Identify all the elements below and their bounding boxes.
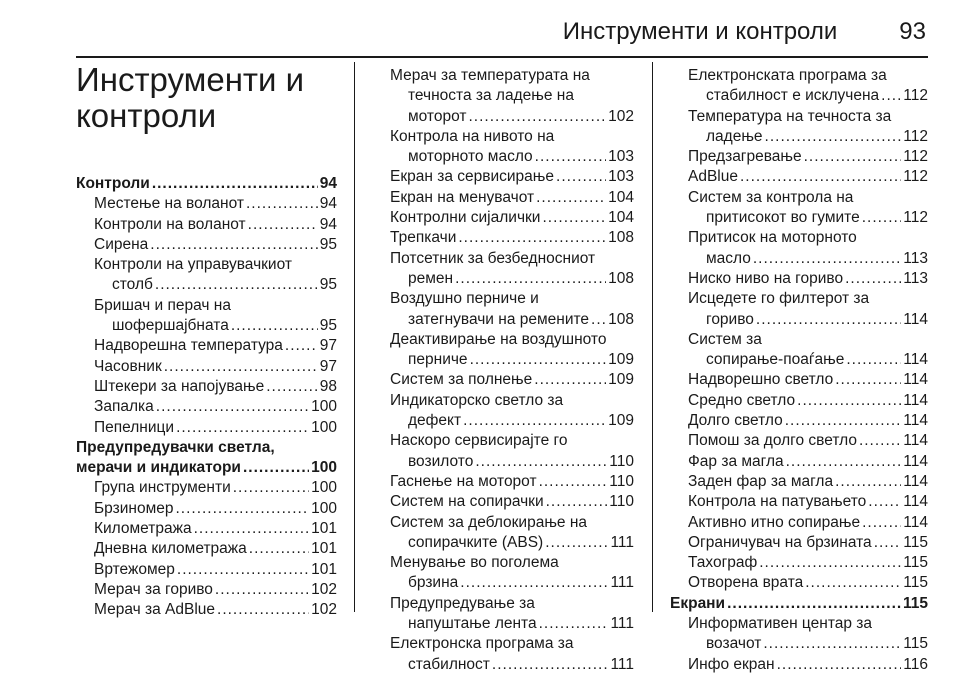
dot-leader bbox=[835, 370, 901, 390]
toc-page-number: 109 bbox=[608, 351, 634, 369]
toc-page-number: 114 bbox=[903, 452, 928, 470]
toc-entry-title: Помош за долго светло bbox=[688, 432, 857, 450]
toc-entry-last-line bbox=[390, 533, 634, 553]
dot-leader bbox=[556, 167, 606, 187]
toc-entry-title-line2: дефект bbox=[408, 412, 462, 430]
toc-page-number: 114 bbox=[903, 412, 928, 430]
toc-entry-title: Ограничувач на брзината bbox=[688, 533, 872, 551]
dot-leader bbox=[805, 573, 901, 593]
dot-leader bbox=[175, 499, 309, 519]
toc-entry-title-line2: сопирање-поаѓање bbox=[706, 351, 845, 369]
toc-entry-title-line1: Притисок на моторното bbox=[688, 229, 857, 247]
toc-page-number: 101 bbox=[311, 560, 337, 578]
toc-entry-title-line1: Мерач за температурата на bbox=[390, 67, 590, 84]
toc-entry-title: Предзагревање bbox=[688, 148, 802, 166]
toc-page-number: 94 bbox=[319, 175, 337, 192]
toc-entry[interactable] bbox=[670, 289, 928, 330]
toc-entry[interactable] bbox=[76, 215, 337, 235]
column-divider-2 bbox=[652, 62, 653, 612]
toc-entry[interactable] bbox=[372, 634, 634, 675]
toc-page-number: 111 bbox=[610, 574, 634, 592]
toc-entry-title-line2: мерачи и индикатори bbox=[76, 459, 241, 477]
header-title: Инструменти и контроли bbox=[562, 18, 838, 45]
toc-entry[interactable] bbox=[76, 397, 337, 417]
toc-entry-title-line1: Предупредување за bbox=[390, 594, 535, 612]
dot-leader bbox=[859, 431, 901, 451]
toc-page-number: 115 bbox=[903, 554, 928, 572]
toc-entry-last-line bbox=[390, 573, 634, 593]
dot-leader bbox=[458, 228, 606, 248]
toc-entry-title-line2: масло bbox=[706, 249, 751, 267]
toc-page-number: 112 bbox=[903, 148, 928, 166]
toc-entry-title-line2: брзина bbox=[408, 574, 459, 592]
toc-entry-title-line2: моторот bbox=[408, 107, 467, 125]
toc-entry[interactable] bbox=[372, 492, 634, 512]
toc-entry[interactable] bbox=[76, 478, 337, 498]
toc-entry[interactable] bbox=[670, 472, 928, 492]
dot-leader bbox=[756, 310, 901, 330]
toc-entry-last-line bbox=[688, 127, 928, 147]
toc-page-number: 101 bbox=[311, 520, 337, 538]
toc-entry-title: Долго светло bbox=[688, 412, 783, 430]
toc-entry-last-line bbox=[94, 316, 337, 336]
toc-entry-title: Систем за полнење bbox=[390, 371, 533, 389]
toc-entry[interactable] bbox=[670, 533, 928, 553]
toc-entry[interactable] bbox=[670, 391, 928, 411]
dot-leader bbox=[539, 614, 609, 634]
header-rule bbox=[76, 56, 928, 58]
toc-entry-title: Група инструменти bbox=[94, 479, 231, 497]
toc-page-number: 104 bbox=[608, 209, 634, 227]
toc-entry-title: Фар за магла bbox=[688, 452, 784, 470]
toc-entry-title-line2: стабилност bbox=[408, 655, 490, 673]
toc-page-number: 114 bbox=[903, 472, 928, 490]
toc-entry-title-line1: Воздушно перниче и bbox=[390, 290, 539, 308]
toc-entry[interactable] bbox=[670, 411, 928, 431]
toc-page-number: 113 bbox=[903, 269, 928, 287]
toc-page-number: 115 bbox=[903, 533, 928, 551]
toc-entry-title-line2: шофершајбната bbox=[112, 317, 229, 335]
toc-entry-title: Активно итно сопирање bbox=[688, 513, 861, 531]
toc-entry-title: Дневна километража bbox=[94, 540, 247, 558]
toc-entry-title: Вртежомер bbox=[94, 560, 175, 578]
toc-page-number: 114 bbox=[903, 493, 928, 511]
toc-entry[interactable] bbox=[670, 513, 928, 533]
toc-entry-title: Заден фар за магла bbox=[688, 472, 834, 490]
dot-leader bbox=[475, 452, 607, 472]
toc-entry[interactable] bbox=[76, 539, 337, 559]
toc-entry-title: Гаснење на моторот bbox=[390, 472, 537, 490]
dot-leader bbox=[759, 553, 901, 573]
toc-entry[interactable] bbox=[76, 377, 337, 397]
dot-leader bbox=[835, 472, 901, 492]
toc-entry-title-line2: сопирачките (ABS) bbox=[408, 533, 544, 551]
toc-entry-last-line bbox=[390, 350, 634, 370]
toc-entry-title-line1: Потсетник за безбедносниот bbox=[390, 249, 596, 267]
toc-entry[interactable] bbox=[670, 66, 928, 107]
toc-entry-last-line bbox=[94, 275, 337, 295]
toc-page-number: 108 bbox=[608, 229, 634, 247]
dot-leader bbox=[591, 310, 606, 330]
toc-page-number: 110 bbox=[609, 493, 634, 511]
toc-entry[interactable] bbox=[76, 357, 337, 377]
toc-entry[interactable] bbox=[76, 418, 337, 438]
toc-entry-title-line2: ладење bbox=[706, 127, 763, 145]
toc-entry-title: Екран на менувачот bbox=[390, 188, 535, 206]
toc-page-number: 111 bbox=[610, 655, 634, 673]
toc-entry-title-line2: напуштање лента bbox=[408, 615, 537, 633]
dot-leader bbox=[777, 655, 902, 675]
dot-leader bbox=[845, 269, 901, 289]
toc-entry-title-line2: возилото bbox=[408, 452, 474, 470]
toc-entry-title: Сирена bbox=[94, 235, 149, 253]
dot-leader bbox=[217, 600, 309, 620]
toc-entry-last-line bbox=[688, 86, 928, 106]
toc-entry-title-line1: Наскоро сервисирајте го bbox=[390, 432, 568, 450]
dot-leader bbox=[492, 655, 609, 675]
toc-entry-title: Часовник bbox=[94, 357, 162, 375]
toc-entry-title-line2: затегнувачи на ремените bbox=[408, 310, 590, 328]
toc-entry[interactable] bbox=[372, 594, 634, 635]
dot-leader bbox=[727, 594, 901, 614]
dot-leader bbox=[763, 634, 901, 654]
toc-entry-title: Контроли bbox=[76, 175, 150, 192]
toc-entry[interactable] bbox=[670, 370, 928, 390]
toc-page-number: 95 bbox=[319, 276, 337, 294]
toc-entry[interactable] bbox=[670, 614, 928, 655]
dot-leader bbox=[266, 377, 318, 397]
toc-entry-title: Контролни сијалички bbox=[390, 209, 541, 227]
toc-section-heading[interactable] bbox=[76, 438, 337, 479]
dot-leader bbox=[786, 452, 902, 472]
toc-entry-title-line2: гориво bbox=[706, 310, 754, 328]
toc-page-number: 104 bbox=[608, 188, 634, 206]
toc-entry-last-line bbox=[390, 411, 634, 431]
toc-page-number: 112 bbox=[903, 209, 928, 227]
toc-page-number: 114 bbox=[903, 371, 928, 389]
dot-leader bbox=[463, 411, 606, 431]
toc-entry[interactable] bbox=[372, 472, 634, 492]
toc-entry[interactable] bbox=[670, 594, 928, 614]
toc-entry[interactable] bbox=[670, 228, 928, 269]
toc-entry-title-line1: Информативен центар за bbox=[688, 615, 873, 633]
toc-entry-title-line1: Индикаторско светло за bbox=[390, 391, 564, 409]
toc-page-number: 114 bbox=[903, 391, 928, 409]
toc-entry-title: Пепелници bbox=[94, 418, 175, 436]
toc-entry-title: Инфо екран bbox=[688, 655, 775, 673]
toc-entry-last-line bbox=[76, 458, 337, 478]
dot-leader bbox=[155, 275, 318, 295]
toc-page-number: 111 bbox=[610, 533, 634, 551]
toc-entry-title-line2: столб bbox=[112, 276, 153, 294]
toc-entry-title-line2: возачот bbox=[706, 635, 762, 653]
toc-entry-title: Контроли на воланот bbox=[94, 215, 246, 233]
toc-entry-title-line1: Електронската програма за bbox=[688, 67, 887, 84]
toc-page-number: 100 bbox=[311, 459, 337, 477]
dot-leader bbox=[249, 539, 309, 559]
toc-entry-title-line1: Бришач и перач на bbox=[94, 296, 231, 314]
toc-entry-title-line1: Менување во поголема bbox=[390, 554, 559, 572]
toc-page-number: 111 bbox=[610, 615, 634, 633]
dot-leader bbox=[231, 316, 318, 336]
dot-leader bbox=[846, 350, 901, 370]
dot-leader bbox=[797, 391, 901, 411]
toc-page-number: 109 bbox=[608, 412, 634, 430]
toc-entry-title: Тахограф bbox=[688, 554, 758, 572]
toc-entry-title: AdBlue bbox=[688, 168, 738, 186]
toc-entry-title: Местење на воланот bbox=[94, 195, 244, 213]
toc-entry-title: Екрани bbox=[670, 594, 726, 612]
toc-page-number: 112 bbox=[903, 127, 928, 145]
toc-entry[interactable] bbox=[76, 336, 337, 356]
toc-entry[interactable] bbox=[372, 167, 634, 187]
toc-entry-last-line bbox=[688, 249, 928, 269]
toc-entry[interactable] bbox=[670, 655, 928, 675]
toc-page-number: 114 bbox=[903, 351, 928, 369]
dot-leader bbox=[804, 147, 902, 167]
toc-entry-title: Трепкачи bbox=[390, 229, 457, 247]
toc-entry-title-line1: Систем за bbox=[688, 330, 762, 348]
toc-page-number: 98 bbox=[319, 377, 337, 395]
dot-leader bbox=[177, 560, 309, 580]
toc-entry-title: Надворешна температура bbox=[94, 337, 283, 355]
toc-entry[interactable] bbox=[372, 127, 634, 168]
toc-entry[interactable] bbox=[76, 560, 337, 580]
dot-leader bbox=[150, 235, 317, 255]
toc-entry-title-line2: притисокот во гумите bbox=[706, 209, 860, 227]
column-divider-1 bbox=[354, 62, 355, 612]
page-number: 93 bbox=[899, 18, 926, 45]
toc-page-number: 112 bbox=[903, 87, 928, 105]
dot-leader bbox=[470, 350, 607, 370]
dot-leader bbox=[194, 519, 310, 539]
toc-entry[interactable] bbox=[670, 330, 928, 371]
toc-entry[interactable] bbox=[372, 208, 634, 228]
dot-leader bbox=[868, 492, 901, 512]
toc-entry[interactable] bbox=[670, 492, 928, 512]
toc-entry-title: Ниско ниво на гориво bbox=[688, 269, 844, 287]
toc-entry-title: Екран за сервисирање bbox=[390, 168, 555, 186]
toc-entry-title: Запалка bbox=[94, 398, 154, 416]
toc-entry[interactable] bbox=[670, 553, 928, 573]
toc-entry-title: Штекери за напојување bbox=[94, 377, 265, 395]
toc-page-number: 95 bbox=[319, 235, 337, 253]
toc-entry[interactable] bbox=[76, 174, 337, 194]
toc-page-number: 114 bbox=[903, 432, 928, 450]
dot-leader bbox=[765, 127, 902, 147]
dot-leader bbox=[539, 472, 608, 492]
toc-page-number: 115 bbox=[902, 594, 928, 612]
toc-entry[interactable] bbox=[372, 289, 634, 330]
toc-entry[interactable] bbox=[76, 519, 337, 539]
dot-leader bbox=[248, 215, 318, 235]
dot-leader bbox=[246, 194, 318, 214]
dot-leader bbox=[545, 533, 608, 553]
toc-page-number: 101 bbox=[311, 540, 337, 558]
toc-entry-title: Мерач за AdBlue bbox=[94, 601, 216, 619]
toc-column-2 bbox=[372, 66, 634, 675]
toc-entry[interactable] bbox=[372, 431, 634, 472]
toc-entry[interactable] bbox=[670, 167, 928, 187]
toc-entry[interactable] bbox=[670, 188, 928, 229]
dot-leader bbox=[164, 357, 318, 377]
toc-page-number: 94 bbox=[319, 195, 337, 213]
toc-entry-title: Надворешно светло bbox=[688, 371, 834, 389]
toc-entry-last-line bbox=[688, 350, 928, 370]
dot-leader bbox=[468, 107, 606, 127]
toc-entry-title: Брзиномер bbox=[94, 499, 174, 517]
toc-entry-last-line bbox=[390, 107, 634, 127]
toc-entry-title-line1: Контроли на управувачкиот bbox=[94, 256, 292, 274]
toc-entry-last-line bbox=[390, 452, 634, 472]
toc-entry[interactable] bbox=[670, 573, 928, 593]
toc-entry-title-line2: перниче bbox=[408, 351, 468, 369]
toc-entry[interactable] bbox=[670, 269, 928, 289]
toc-entry[interactable] bbox=[76, 600, 337, 620]
toc-page-number: 114 bbox=[903, 513, 928, 531]
toc-entry-last-line bbox=[390, 310, 634, 330]
dot-leader bbox=[536, 188, 606, 208]
toc-entry-title-line2: течноста за ладење на bbox=[408, 87, 574, 105]
toc-entry-title: Километража bbox=[94, 520, 192, 538]
toc-page-number: 100 bbox=[311, 499, 337, 517]
toc-entry-title-line1: Предупредувачки светла, bbox=[76, 438, 275, 456]
dot-leader bbox=[233, 478, 309, 498]
dot-leader bbox=[862, 513, 901, 533]
toc-entry[interactable] bbox=[76, 499, 337, 519]
toc-entry-title-line2: ремен bbox=[408, 269, 454, 287]
toc-entry-last-line bbox=[390, 269, 634, 289]
toc-page-number: 103 bbox=[608, 168, 634, 186]
toc-page-number: 115 bbox=[903, 635, 928, 653]
toc-entry[interactable] bbox=[76, 255, 337, 296]
toc-page-number: 100 bbox=[311, 398, 337, 416]
toc-page-number: 97 bbox=[319, 337, 337, 355]
toc-entry-title-line1: Деактивирање на воздушното bbox=[390, 330, 607, 348]
toc-page-number: 100 bbox=[311, 479, 337, 497]
dot-leader bbox=[285, 336, 318, 356]
dot-leader bbox=[455, 269, 606, 289]
toc-page-number: 109 bbox=[608, 371, 634, 389]
toc-entry[interactable] bbox=[670, 147, 928, 167]
toc-page-number: 102 bbox=[311, 580, 337, 598]
toc-page-number: 102 bbox=[311, 601, 337, 619]
toc-entry[interactable] bbox=[372, 330, 634, 371]
toc-page-number: 113 bbox=[903, 249, 928, 267]
toc-page-number: 94 bbox=[319, 215, 337, 233]
toc-column-1 bbox=[76, 174, 337, 621]
toc-page-number: 114 bbox=[903, 310, 928, 328]
toc-page-number: 108 bbox=[608, 310, 634, 328]
toc-entry[interactable] bbox=[372, 188, 634, 208]
toc-entry[interactable] bbox=[372, 228, 634, 248]
toc-entry-title-line1: Контрола на нивото на bbox=[390, 127, 555, 145]
dot-leader bbox=[534, 370, 606, 390]
toc-entry-last-line bbox=[688, 208, 928, 228]
dot-leader bbox=[176, 418, 309, 438]
chapter-title: Инструменти и контроли bbox=[76, 61, 305, 134]
toc-entry[interactable] bbox=[670, 431, 928, 451]
toc-entry-title-line1: Температура на течноста за bbox=[688, 107, 892, 125]
dot-leader bbox=[542, 208, 606, 228]
toc-entry[interactable] bbox=[76, 235, 337, 255]
toc-entry-title-line2: моторното масло bbox=[408, 148, 533, 166]
toc-page-number: 102 bbox=[608, 107, 634, 125]
toc-entry-last-line bbox=[390, 614, 634, 634]
dot-leader bbox=[874, 533, 902, 553]
dot-leader bbox=[546, 492, 608, 512]
toc-page-number: 110 bbox=[609, 452, 634, 470]
page-header bbox=[563, 18, 926, 58]
toc-page-number: 112 bbox=[903, 168, 928, 186]
toc-entry-title: Систем на сопирачки bbox=[390, 493, 544, 511]
toc-page-number: 108 bbox=[608, 269, 634, 287]
toc-entry[interactable] bbox=[372, 513, 634, 554]
toc-page-number: 116 bbox=[903, 655, 928, 673]
toc-entry-last-line bbox=[688, 634, 928, 654]
dot-leader bbox=[460, 573, 608, 593]
toc-entry-title-line1: Систем за контрола на bbox=[688, 188, 854, 206]
dot-leader bbox=[243, 458, 309, 478]
toc-entry[interactable] bbox=[372, 391, 634, 432]
toc-page-number: 100 bbox=[311, 418, 337, 436]
dot-leader bbox=[753, 249, 901, 269]
dot-leader bbox=[535, 147, 606, 167]
toc-entry[interactable] bbox=[76, 580, 337, 600]
toc-entry-title: Средно светло bbox=[688, 391, 796, 409]
dot-leader bbox=[862, 208, 902, 228]
dot-leader bbox=[215, 580, 309, 600]
toc-entry[interactable] bbox=[76, 194, 337, 214]
dot-leader bbox=[152, 174, 318, 194]
dot-leader bbox=[740, 167, 901, 187]
toc-entry-last-line bbox=[390, 655, 634, 675]
toc-entry[interactable] bbox=[670, 107, 928, 148]
toc-page-number: 95 bbox=[319, 317, 337, 335]
toc-page-number: 103 bbox=[608, 148, 634, 166]
dot-leader bbox=[881, 86, 901, 106]
toc-entry[interactable] bbox=[372, 370, 634, 390]
dot-leader bbox=[785, 411, 902, 431]
dot-leader bbox=[156, 397, 309, 417]
toc-page-number: 97 bbox=[319, 357, 337, 375]
toc-entry[interactable] bbox=[372, 553, 634, 594]
toc-entry[interactable] bbox=[372, 66, 634, 127]
toc-entry-title: Отворена врата bbox=[688, 574, 804, 592]
toc-entry[interactable] bbox=[670, 452, 928, 472]
toc-entry[interactable] bbox=[372, 249, 634, 290]
toc-column-3 bbox=[670, 66, 928, 675]
toc-entry-title: Мерач за гориво bbox=[94, 580, 213, 598]
toc-entry-title: Контрола на патувањето bbox=[688, 493, 867, 511]
toc-page-number: 115 bbox=[903, 574, 928, 592]
toc-entry-last-line bbox=[688, 310, 928, 330]
toc-entry-last-line bbox=[390, 147, 634, 167]
toc-entry-title-line1: Електронска програма за bbox=[390, 635, 574, 653]
toc-entry[interactable] bbox=[76, 296, 337, 337]
toc-page-number: 110 bbox=[609, 472, 634, 490]
toc-entry-title-line1: Систем за деблокирање на bbox=[390, 513, 588, 531]
toc-entry-title-line1: Исцедете го филтерот за bbox=[688, 290, 870, 308]
toc-entry-title-line2: стабилност е исклучена bbox=[706, 87, 880, 105]
